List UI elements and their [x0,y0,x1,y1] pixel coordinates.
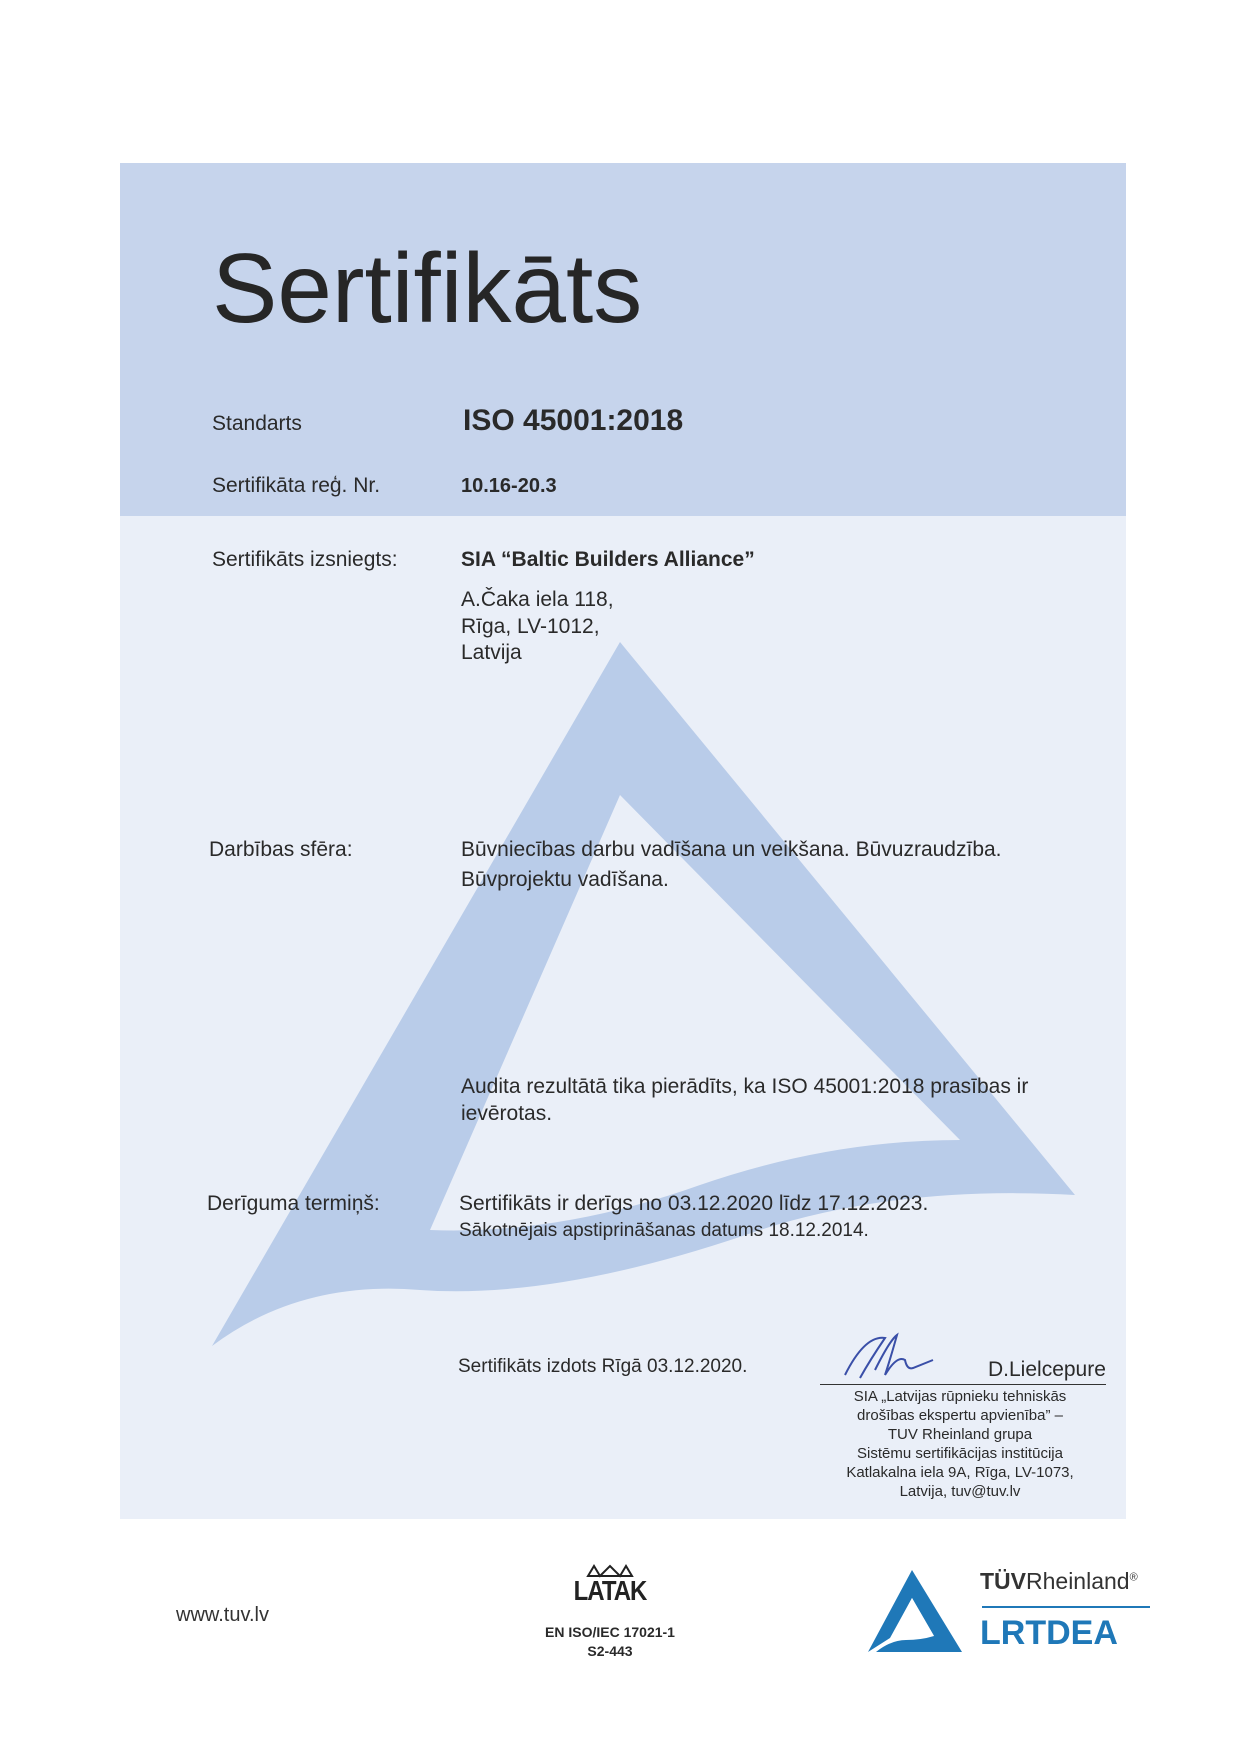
latak-code: S2-443 [587,1643,633,1659]
tuv-text: TÜV [980,1568,1026,1594]
brand-divider [982,1606,1150,1608]
signature [835,1330,955,1385]
website-link[interactable]: www.tuv.lv [176,1604,269,1626]
certificate-title: Sertifikāts [212,233,643,343]
tuv-rheinland-wordmark [980,1568,1138,1595]
rheinland-text: Rheinland [1026,1568,1130,1594]
issued-to-label: Sertifikāts izsniegts: [212,548,398,571]
reg-nr-label: Sertifikāta reģ. Nr. [212,474,381,497]
registered-mark: ® [1129,1571,1138,1584]
latak-standard: EN ISO/IEC 17021-1 [545,1624,675,1640]
standard-label: Standarts [212,412,302,435]
validity-label: Derīguma termiņš: [207,1192,380,1215]
signatory-name: D.Lielcepure [988,1358,1106,1381]
issuer-line: Latvija, tuv@tuv.lv [899,1483,1021,1500]
issuer-line: Sistēmu sertifikācijas institūcija [857,1445,1063,1462]
address-line: Latvija [461,641,522,664]
scope-line: Būvniecības darbu vadīšana un veikšana. Būvuzraudzība. [461,838,1002,861]
address-line: A.Čaka iela 118, [461,588,614,611]
issuer-line: Katlakalna iela 9A, Rīga, LV-1073, [846,1464,1074,1481]
company-name: SIA “Baltic Builders Alliance” [461,548,755,571]
issued-place-date: Sertifikāts izdots Rīgā 03.12.2020. [458,1356,748,1377]
lrtdea-wordmark: LRTDEA [980,1614,1118,1652]
address-line: Rīga, LV-1012, [461,615,600,638]
validity-line: Sertifikāts ir derīgs no 03.12.2020 līdz 17.12.2023. [459,1192,929,1215]
issuer-line: TUV Rheinland grupa [887,1426,1033,1443]
tuv-triangle-logo [866,1568,966,1658]
issuer-line: drošības ekspertu apvienība” – [857,1407,1063,1424]
latak-logo-text: LATAK [573,1575,647,1607]
validity-line: Sākotnējais apstiprināšanas datums 18.12.2014. [459,1220,869,1241]
issuer-details [820,1387,1100,1501]
standard-value: ISO 45001:2018 [463,404,684,437]
issuer-line: SIA „Latvijas rūpnieku tehniskās [853,1388,1067,1405]
scope-line: Būvprojektu vadīšana. [461,868,669,891]
scope-label: Darbības sfēra: [209,838,353,861]
reg-nr-value: 10.16-20.3 [461,475,557,497]
signature-line [820,1384,1106,1385]
audit-line: Audita rezultātā tika pierādīts, ka ISO 45001:2018 prasības ir [461,1075,1029,1098]
audit-line: ievērotas. [461,1102,553,1125]
